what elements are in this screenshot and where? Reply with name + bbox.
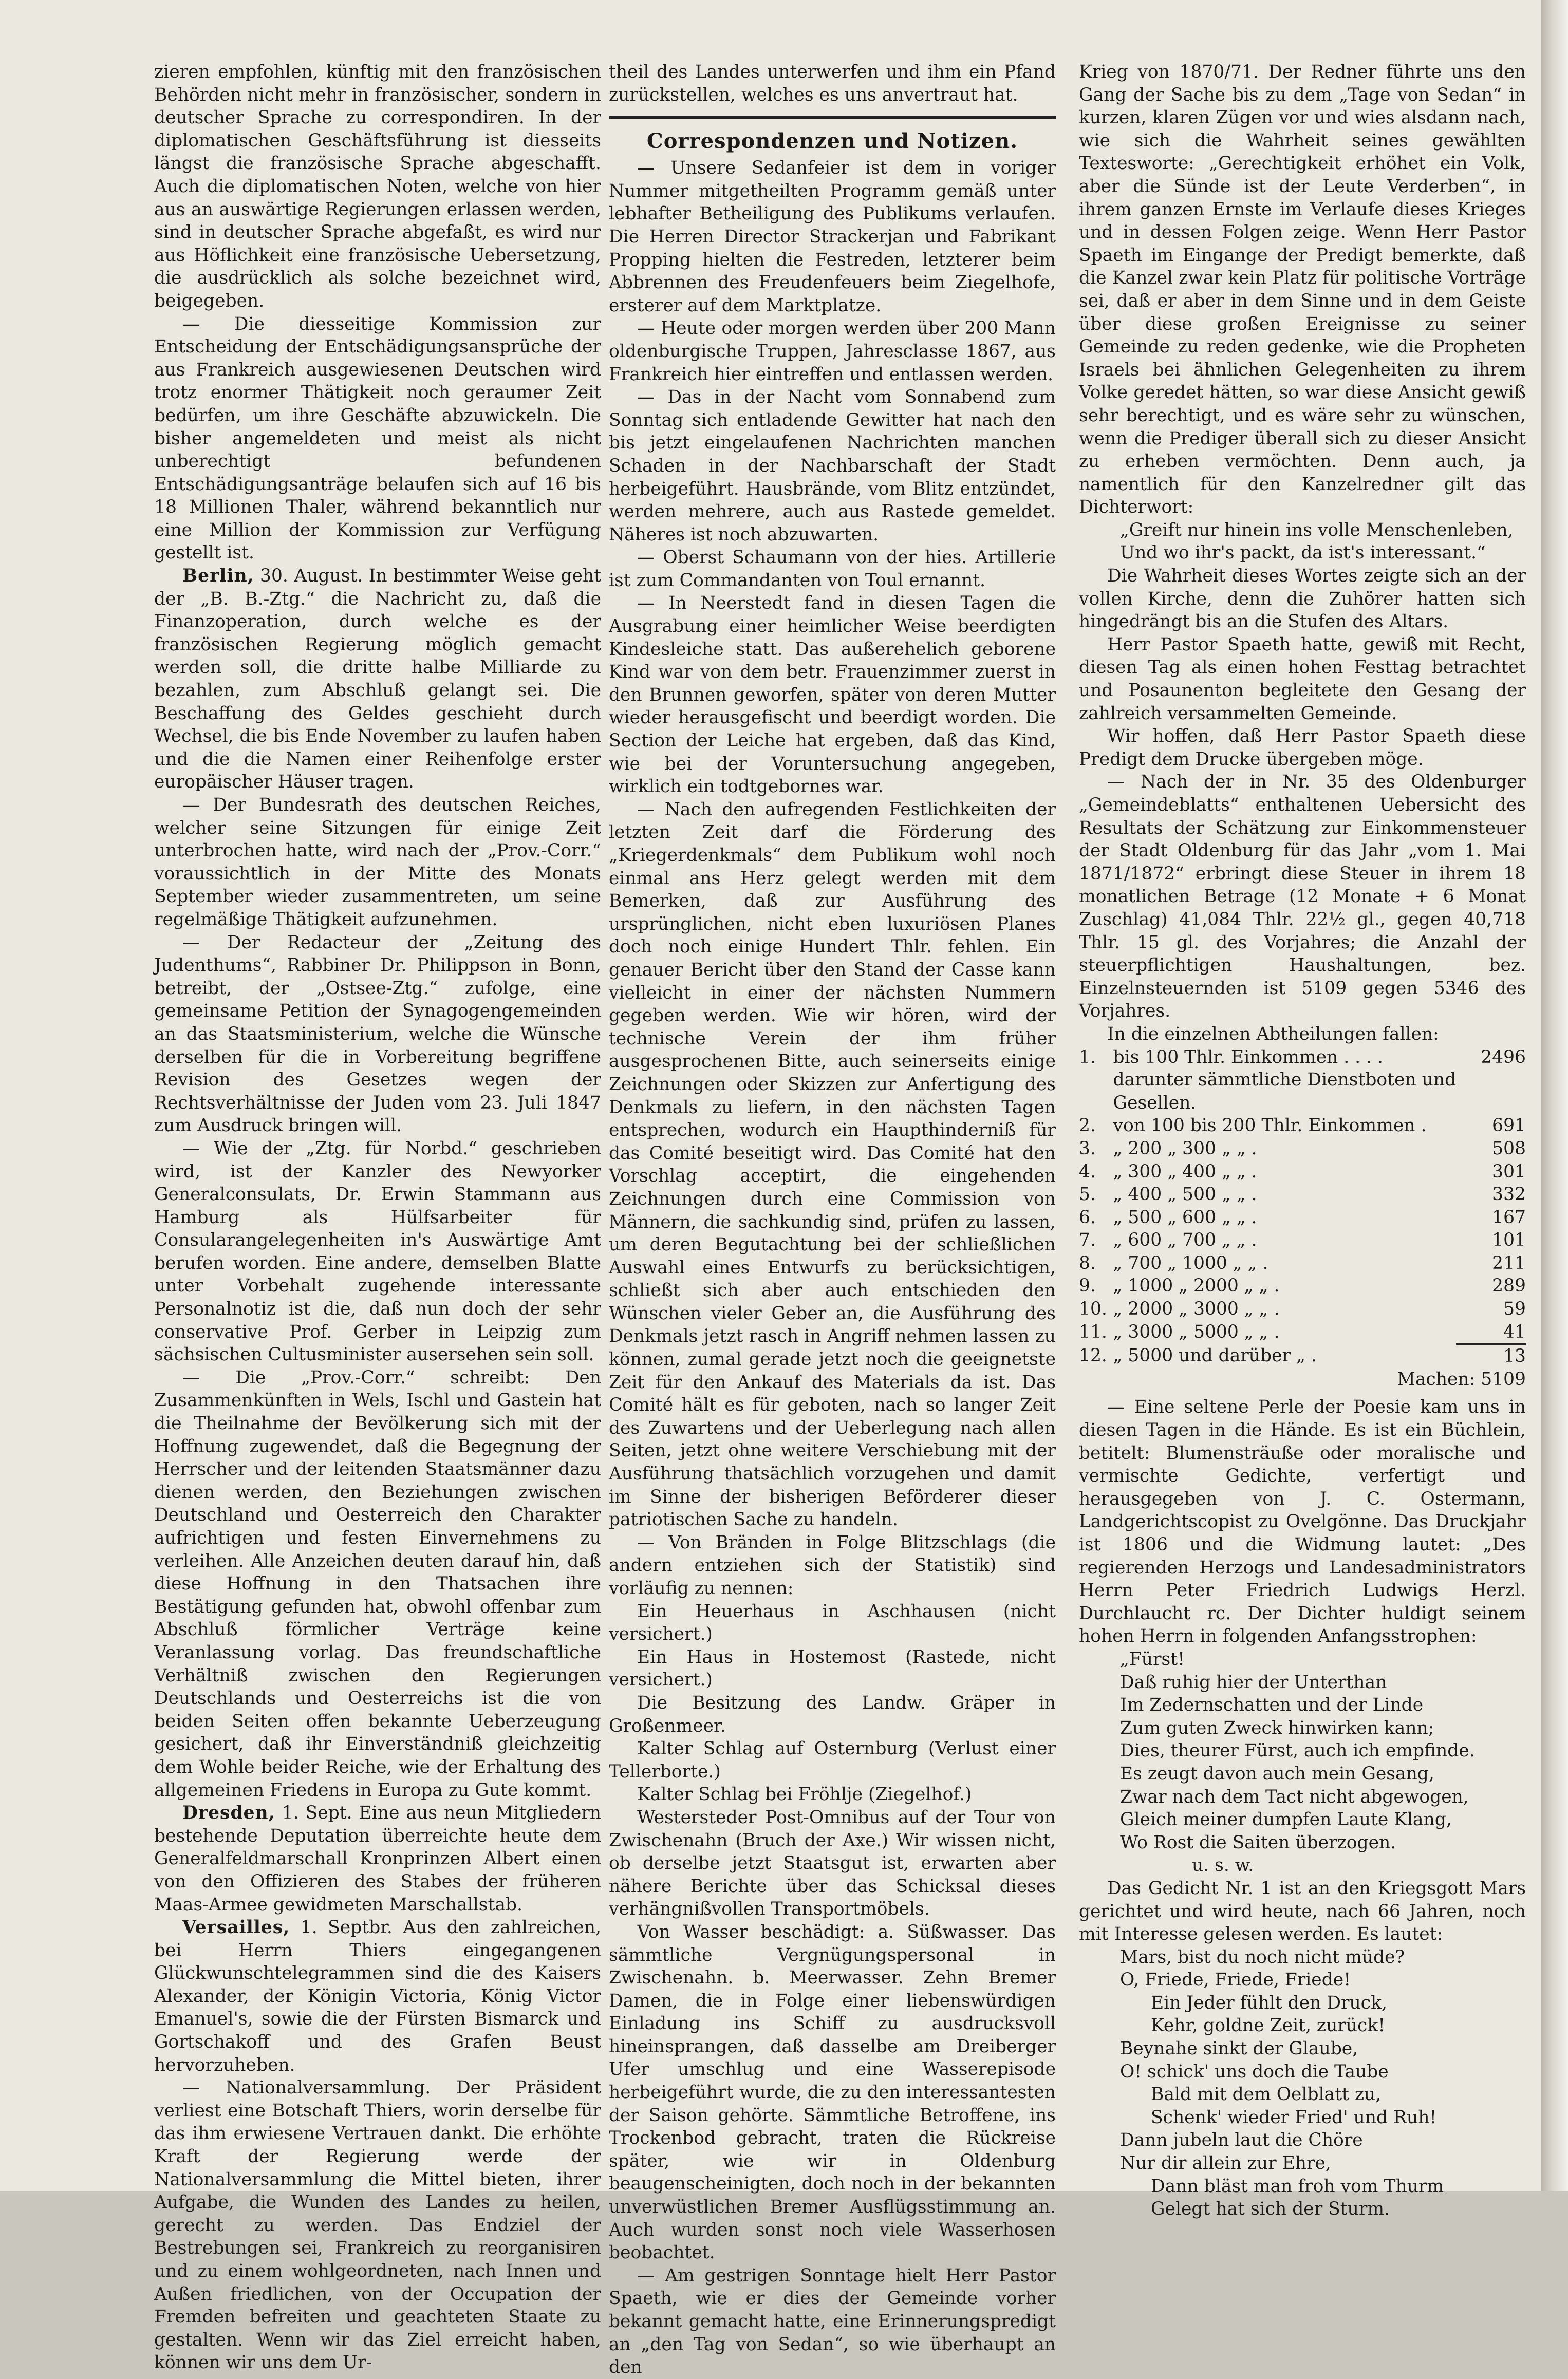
table-cell-n: 6. (1079, 1207, 1096, 1228)
column-3-upper (1079, 61, 1526, 1046)
table-row (1079, 1183, 1526, 1206)
table-cell-v: 332 (1492, 1184, 1526, 1205)
table-cell-n: 1. (1079, 1046, 1096, 1067)
paragraph-text: Kalter Schlag bei Fröhlje (Ziegelhof.) (637, 1784, 972, 1805)
paragraph-text: — Oberst Schaumann von der hies. Artillerie ist zum Commandanten von Toul ernannt. (609, 547, 1056, 591)
table-cell-v: 301 (1492, 1161, 1526, 1182)
paragraph-text: Die Besitzung des Landw. Gräper in Großenmeer. (609, 1692, 1056, 1736)
table-cell-v: 101 (1492, 1230, 1526, 1251)
col2-paragraph (609, 1646, 1056, 1692)
section-rule (609, 116, 1056, 119)
col3b-paragraph (1079, 2152, 1526, 2175)
col3b-paragraph (1079, 1739, 1526, 1763)
column-2-body (609, 157, 1056, 2379)
col3b-paragraph (1079, 1786, 1526, 1809)
paragraph-text: Schenk' wieder Fried' und Ruh! (1151, 2107, 1437, 2128)
table-row (1079, 1229, 1526, 1252)
col2-paragraph (609, 386, 1056, 546)
table-cell-n: 4. (1079, 1161, 1096, 1182)
paragraph-text: Es zeugt davon auch mein Gesang, (1120, 1763, 1434, 1784)
col2-paragraph (609, 317, 1056, 386)
table-cell-v: 691 (1492, 1115, 1526, 1136)
paragraph-text: — Nach den aufregenden Festlichkeiten der letzten Zeit darf die Förderung des „Kriegerdenkmals“ dem Publikum wohl noch einmal ans Herz gelegt werden mit dem Bemerken, daß zur Ausführung des ursprünglichen, nicht eben luxuriösen Planes doch noch einige Hundert Thlr. fehlen. Ein genauer Bericht über den Stand der Casse kann vielleicht in einer der nächsten Nummern gegeben werden. Wie wir hören, wird der technische Verein der ihm früher ausgesprochenen Bitte, auch seinerseits einige Zeichnungen oder Skizzen zur Anfertigung des Denkmals zu liefern, in den nächsten Tagen entsprechen, wodurch ein Haupthinderniß für das Comité beseitigt wird. Das Comité hat den Vorschlag acceptirt, die eingehenden Zeichnungen durch eine Commission von Männern, die sachkundig sind, prüfen zu lassen, um deren Begutachtung bei der schließlichen Auswahl eines Entwurfs zu berücksichtigen, schließt sich aber auch entschieden den Wünschen vieler Geber an, die Ausführung des Denkmals jetzt rasch in Angriff nehmen lassen zu können, zumal gerade jetzt noch die geeignetste Zeit für den Ankauf des Materials da ist. Das Comité hält es für geboten, nach so langer Zeit des Zuwartens und der Ueberlegung nach allen Seiten, jetzt ohne weitere Verschiebung mit der Ausführung thatsächlich vorzugehen und damit im Sinne der bisherigen Beförderer dieser patriotischen Sache zu handeln. (609, 799, 1056, 1530)
table-cell-v: 2496 (1481, 1046, 1526, 1067)
table-cell-v (1456, 1069, 1526, 1092)
column-2-carryover: theil des Landes unterwerfen und ihm ein Pfand zurückstellen, welches es uns anvertraut hat. (609, 62, 1056, 105)
col2-paragraph (609, 546, 1056, 592)
paragraph-text: Westersteder Post-Omnibus auf der Tour von Zwischenahn (Bruch der Axe.) Wir wissen nicht, ob derselbe jetzt Staatsgut ist, erwarten aber nähere Berichte über das Schicksal dieses verhängnißvollen Transportmöbels. (609, 1807, 1056, 1920)
paragraph-text: — Nationalversammlung. Der Präsident verliest eine Botschaft Thiers, worin derselbe für das ihm erwiesene Vertrauen dankt. Die erhöhte Kraft der Regierung werde der Nationalversammlung die Mittel bieten, ihrer Aufgabe, die Wunden des Landes zu heilen, gerecht zu werden. Das Endziel der Bestrebungen sei, Frankreich zu reorganisiren und zu einem wohlgeordneten, nach Innen und Außen friedlichen, von der Occupation der Fremden befreiten und geachteten Staate zu gestalten. Wenn wir das Ziel erreicht haben, können wir uns dem Ur- (154, 2077, 601, 2373)
table-cell-label: „ 3000 „ 5000 „ „ . (1113, 1321, 1280, 1342)
paragraph-text: In die einzelnen Abtheilungen fallen: (1107, 1023, 1439, 1044)
paragraph-text: Das Gedicht Nr. 1 ist an den Kriegsgott Mars gerichtet und wird heute, nach 66 Jahren, noch mit Interesse gelesen werden. Es lautet: (1079, 1878, 1526, 1945)
col3b-paragraph (1079, 1946, 1526, 1969)
dateline: Versailles, (182, 1917, 290, 1938)
paragraph-text: Kalter Schlag auf Osternburg (Verlust einer Tellerborte.) (609, 1738, 1056, 1782)
table-row (1079, 1114, 1526, 1137)
table-row (1079, 1275, 1526, 1298)
col3b-paragraph (1079, 2037, 1526, 2060)
table-cell-n: 2. (1079, 1115, 1096, 1136)
table-cell-label: „ 2000 „ 3000 „ „ . (1113, 1299, 1280, 1320)
paragraph-text: Beynahe sinkt der Glaube, (1120, 2038, 1358, 2059)
col2-paragraph (609, 1600, 1056, 1646)
paragraph-text: Ein Haus in Hostemost (Rastede, nicht versichert.) (609, 1646, 1056, 1691)
table-cell-v: 211 (1492, 1252, 1526, 1273)
col3b-paragraph (1079, 1992, 1526, 2015)
table-row (1079, 1344, 1526, 1368)
table-cell-n (1079, 1069, 1113, 1092)
paragraph-text: Im Zedernschatten und der Linde (1120, 1695, 1424, 1716)
col2-paragraph (609, 2264, 1056, 2379)
paragraph-text: 30. August. In bestimmter Weise geht der „B. B.-Ztg.“ die Nachricht zu, daß die Finanzoperation, durch welche es der französischen Regierung möglich gemacht werden soll, die dritte halbe Milliarde zu bezahlen, zum Abschluß gelangt sei. Die Beschaffung des Geldes geschieht durch Wechsel, die bis Ende November zu laufen haben und die die Namen einer Reihenfolge erster europäischer Häuser tragen. (154, 566, 601, 793)
table-cell-v: 508 (1492, 1138, 1526, 1159)
table-cell-v: 167 (1492, 1207, 1526, 1228)
dateline: Dresden, (182, 1803, 275, 1824)
paragraph-text: — Von Bränden in Folge Blitzschlags (die andern entziehen sich der Statistik) sind vorläufig zu nennen: (609, 1532, 1056, 1599)
table-row (1079, 1321, 1526, 1344)
col1-paragraph (154, 1802, 601, 1916)
paragraph-text: 1. Septbr. Aus den zahlreichen, bei Herrn Thiers eingegangenen Glückwunschtelegrammen sind die des Kaisers Alexander, der Königin Victoria, König Victor Emanuel's, sowie die der Fürsten Bismarck und Gortschakoff und des Grafen Beust hervorzuheben. (154, 1917, 601, 2075)
paragraph-text: Gelegt hat sich der Sturm. (1151, 2199, 1390, 2220)
col2-paragraph (609, 1783, 1056, 1806)
paragraph-text: Zum guten Zweck hinwirken kann; (1120, 1717, 1434, 1738)
col3b-paragraph (1079, 1808, 1526, 1831)
dateline: Berlin, (182, 566, 254, 587)
table-row (1079, 1160, 1526, 1184)
table-row (1079, 1137, 1526, 1160)
table-cell-n (1079, 1092, 1113, 1115)
section-heading: Correspondenzen und Notizen. (646, 129, 1018, 154)
paragraph-text: Ein Jeder fühlt den Druck, (1151, 1992, 1387, 2013)
col3b-paragraph (1079, 1877, 1526, 1946)
table-cell-label: darunter sämmtliche Dienstboten und (1113, 1070, 1457, 1091)
column-3 (1079, 61, 1526, 2221)
paragraph-text: Wir hoffen, daß Herr Pastor Spaeth diese Predigt dem Drucke übergeben möge. (1079, 726, 1526, 770)
table-cell-label: bis 100 Thlr. Einkommen . . . . (1113, 1046, 1383, 1067)
col3a-paragraph (1079, 61, 1526, 519)
col3a-paragraph (1079, 565, 1526, 633)
table-cell-v: 41 (1503, 1321, 1526, 1342)
col3b-paragraph (1079, 2129, 1526, 2152)
table-row (1079, 1252, 1526, 1275)
col3b-paragraph (1079, 2083, 1526, 2106)
paragraph-text: — Das in der Nacht vom Sonnabend zum Sonntag sich entladende Gewitter hat nach den bis jetzt eingelaufenen Nachrichten manchen Schaden in der Nachbarschaft der Stadt herbeigeführt. Hausbrände, vom Blitz entzündet, werden mehrere, auch aus Rastede gemeldet. Näheres ist noch abzuwarten. (609, 387, 1056, 545)
table-cell-n: 5. (1079, 1184, 1096, 1205)
col2-paragraph (609, 592, 1056, 798)
table-cell-v: 13 (1456, 1344, 1526, 1368)
paragraph-text: Zwar nach dem Tact nicht abgewogen, (1120, 1786, 1469, 1807)
table-row (1079, 1092, 1526, 1115)
table-cell-v: 289 (1492, 1276, 1526, 1297)
col3b-paragraph (1079, 1648, 1526, 1671)
paragraph-text: Die Wahrheit dieses Wortes zeigte sich an der vollen Kirche, denn die Zuhörer hatten sich hingedrängt bis an die Stufen des Altars. (1079, 566, 1526, 632)
col3b-paragraph (1079, 1854, 1526, 1877)
paragraph-text: Herr Pastor Spaeth hatte, gewiß mit Recht, diesen Tag als einen hohen Festtag betrachtet und Posaunenton begleitete den Gesang der zahlreich versammelten Gemeinde. (1079, 634, 1526, 724)
table-row (1079, 1046, 1526, 1069)
col1-paragraph (154, 313, 601, 565)
col3b-paragraph (1079, 2060, 1526, 2084)
paragraph-text: O! schick' uns doch die Taube (1120, 2061, 1389, 2082)
income-table (1079, 1046, 1526, 1368)
col1-paragraph (154, 61, 601, 313)
table-cell-n: 7. (1079, 1230, 1096, 1251)
paragraph-text: — Wie der „Ztg. für Norbd.“ geschrieben wird, ist der Kanzler des Newyorker Generalconsulats, Dr. Erwin Stammann aus Hamburg als Hülfsarbeiter für Consularangelegenheiten in's Auswärtige Amt berufen worden. Eine andere, demselben Blatte unter Vorbehalt zugehende interessante Personalnotiz ist die, daß nun doch der sehr conservative Prof. Gerber in Leipzig zum sächsischen Cultusminister ausersehen sein soll. (154, 1138, 601, 1365)
table-cell-label: „ 400 „ 500 „ „ . (1113, 1184, 1257, 1205)
col3b-paragraph (1079, 1969, 1526, 1992)
paragraph-text: u. s. w. (1192, 1855, 1254, 1876)
table-cell-n: 10. (1079, 1299, 1107, 1320)
table-cell-label: „ 5000 und darüber „ . (1113, 1345, 1317, 1366)
col1-paragraph (154, 1366, 601, 1802)
col1-paragraph (154, 565, 601, 794)
col3b-paragraph (1079, 1831, 1526, 1855)
paragraph-text: O, Friede, Friede, Friede! (1120, 1970, 1351, 1991)
paragraph-text: Kehr, goldne Zeit, zurück! (1151, 2015, 1386, 2036)
paragraph-text: „Fürst! (1120, 1649, 1185, 1670)
col3a-paragraph (1079, 771, 1526, 1023)
table-cell-v (1456, 1092, 1526, 1115)
table-cell-n: 3. (1079, 1138, 1096, 1159)
paragraph-text: — Der Redacteur der „Zeitung des Judenthums“, Rabbiner Dr. Philippson in Bonn, betreibt, der „Ostsee-Ztg.“ zufolge, eine gemeinsame Petition der Synagogengemeinden an das Staatsministerium, welche die Wünsche derselben für die in Vorbereitung begriffene Revision des Gesetzes wegen der Rechtsverhältnisse der Juden vom 23. Juli 1847 zum Ausdruck bringen will. (154, 932, 601, 1136)
paragraph-text: — Heute oder morgen werden über 200 Mann oldenburgische Truppen, Jahresclasse 1867, aus Frankreich hier eintreffen und entlassen werden. (609, 318, 1056, 385)
paragraph-text: — Am gestrigen Sonntage hielt Herr Pastor Spaeth, wie er dies der Gemeinde vorher bekannt gemacht hatte, eine Erinnerungspredigt an „den Tag von Sedan“, so wie überhaupt an den (609, 2265, 1056, 2378)
col3b-paragraph (1079, 2198, 1526, 2221)
col3b-paragraph (1079, 2175, 1526, 2198)
paragraph-text: Gleich meiner dumpfen Laute Klang, (1120, 1809, 1452, 1830)
col2-paragraph (609, 1921, 1056, 2264)
paragraph-text: Mars, bist du noch nicht müde? (1120, 1946, 1405, 1968)
col3a-paragraph (1079, 541, 1526, 565)
col3a-paragraph (1079, 725, 1526, 771)
col3b-paragraph (1079, 2014, 1526, 2037)
col3b-paragraph (1079, 2106, 1526, 2129)
col3a-paragraph (1079, 519, 1526, 542)
paragraph-text: — Die „Prov.-Corr.“ schreibt: Den Zusammenkünften in Wels, Ischl und Gastein hat die Theilnahme der Bevölkerung sich mit der Hoffnung zugewendet, daß die Begegnung der Herrscher und der leitenden Staatsmänner dazu dienen werden, den Beziehungen zwischen Deutschland und Oesterreich den Charakter aufrichtigen und festen Einvernehmens zu verleihen. Alle Anzeichen deuten darauf hin, daß diese Hoffnung in den Thatsachen ihre Bestätigung gefunden hat, obwohl offenbar zum Abschluß förmlicher Verträge keine Veranlassung vorlag. Das freundschaftliche Verhältniß zwischen den Regierungen Deutschlands und Oesterreichs ist die von beiden Seiten offen bekannte Ueberzeugung gesichert, daß ihr Einverständniß gleichzeitig dem Wohle beider Reiche, wie der Erhaltung des allgemeinen Friedens in Europa zu Gute kommt. (154, 1367, 601, 1801)
table-cell-n: 8. (1079, 1252, 1096, 1273)
table-row (1079, 1206, 1526, 1229)
col2-paragraph (609, 157, 1056, 317)
paragraph-text: Daß ruhig hier der Unterthan (1120, 1672, 1387, 1693)
col3a-paragraph (1079, 1023, 1526, 1046)
paragraph-text: — Unsere Sedanfeier ist dem in voriger Nummer mitgetheilten Programm gemäß unter lebhafter Betheiligung des Publikums verlaufen. Die Herren Director Strackerjan und Fabrikant Propping hielten die Festreden, letzterer beim Abbrennen des Freudenfeuers beim Ziegelhofe, ersterer auf dem Marktplatze. (609, 158, 1056, 316)
col3b-paragraph (1079, 1671, 1526, 1694)
paragraph-text: Dann bläst man froh vom Thurm (1151, 2176, 1444, 2197)
column-2 (609, 61, 1056, 2379)
paragraph-text: — Der Bundesrath des deutschen Reiches, welcher seine Sitzungen für einige Zeit unterbrochen hatte, wird nach der „Prov.-Corr.“ voraussichtlich in der Mitte des Monats September wieder zusammentreten, um seine regelmäßige Thätigkeit aufzunehmen. (154, 795, 601, 930)
page-edge (1541, 0, 1568, 2191)
table-cell-label: von 100 bis 200 Thlr. Einkommen . (1113, 1115, 1427, 1136)
paragraph-text: — In Neerstedt fand in diesen Tagen die Ausgrabung einer heimlicher Weise beerdigten Kindesleiche statt. Das außerehelich geborene Kind war von dem betr. Frauenzimmer zuerst in den Brunnen geworfen, später von deren Mutter wieder herausgefischt und beerdigt worden. Die Section der Leiche hat ergeben, daß das Kind, wie bei der Voruntersuchung angegeben, wirklich ein todtgebornes war. (609, 593, 1056, 797)
paragraph-text: Von Wasser beschädigt: a. Süßwasser. Das sämmtliche Vergnügungspersonal in Zwischenahn. b. Meerwasser. Zehn Bremer Damen, die in Folge einer liebenswürdigen Einladung ins Schiff zu ausdrucksvoll hineinsprangen, daß dasselbe am Dreiberger Ufer umschlug und eine Wasserepisode herbeigeführt wurde, die zu den interessantesten der Saison gehörte. Sämmtliche Betroffene, ins Trockenbod gebracht, traten die Rückreise später, wie wir in Oldenburg beaugenscheinigten, doch noch in der bekannten unverwüstlichen Bremer Ausflügsstimmung an. Auch wurden sonst noch viele Wasserhosen beobachtet. (609, 1921, 1056, 2263)
paragraph-text: Ein Heuerhaus in Aschhausen (nicht versichert.) (609, 1601, 1056, 1645)
paragraph-text: — Eine seltene Perle der Poesie kam uns in diesen Tagen in die Hände. Es ist ein Büchlein, betitelt: Blumensträuße oder moralische und vermischte Gedichte, verfertigt und herausgegeben von J. C. Ostermann, Landgerichtscopist zu Ovelgönne. Das Druckjahr ist 1806 und die Widmung lautet: „Des regierenden Herzogs und Landesadministrators Herrn Peter Friedrich Ludwigs Herzl. Durchlaucht rc. Der Dichter huldigt seinem hohen Herrn in folgenden Anfangsstrophen: (1079, 1397, 1526, 1647)
table-cell-label: „ 600 „ 700 „ „ . (1113, 1230, 1257, 1251)
paragraph-text: Bald mit dem Oelblatt zu, (1151, 2084, 1382, 2105)
table-cell-label: „ 300 „ 400 „ „ . (1113, 1161, 1257, 1182)
col2-paragraph (609, 1737, 1056, 1783)
col1-paragraph (154, 794, 601, 931)
table-row (1079, 1069, 1526, 1092)
col3b-paragraph (1079, 1396, 1526, 1648)
table-cell-label: „ 700 „ 1000 „ „ . (1113, 1252, 1268, 1273)
col2-paragraph (609, 1531, 1056, 1600)
paragraph-text: Nur dir allein zur Ehre, (1120, 2153, 1331, 2174)
col1-paragraph (154, 1916, 601, 2076)
table-cell-label: „ 1000 „ 2000 „ „ . (1113, 1276, 1280, 1297)
table-cell-v: 59 (1503, 1299, 1526, 1320)
col2-paragraph (609, 798, 1056, 1531)
paragraph-text: Wo Rost die Saiten überzogen. (1120, 1832, 1396, 1853)
col3b-paragraph (1079, 1717, 1526, 1740)
col1-paragraph (154, 931, 601, 1137)
paragraph-text: zieren empfohlen, künftig mit den französischen Behörden nicht mehr in französischer, sondern in deutscher Sprache zu correspondiren. In der diplomatischen Geschäftsführung ist diesseits längst die französische Sprache abgeschafft. Auch die diplomatischen Noten, welche von hier aus an auswärtige Regierungen erlassen werden, sind in deutscher Sprache abgefaßt, es wird nur aus Höflichkeit eine französische Uebersetzung, die ausdrücklich als solche bezeichnet wird, beigegeben. (154, 62, 601, 311)
col1-paragraph (154, 1137, 601, 1366)
table-cell-label: „ 200 „ 300 „ „ . (1113, 1138, 1257, 1159)
col2-paragraph (609, 1692, 1056, 1737)
paragraph-text: 1. Sept. Eine aus neun Mitgliedern bestehende Deputation überreichte heute dem Generalfeldmarschall Kronprinzen Albert einen von den Offizieren des Stabes der früheren Maas-Armee gewidmeten Marschallstab. (154, 1803, 601, 1915)
table-row (1079, 1298, 1526, 1321)
table-cell-label: „ 500 „ 600 „ „ . (1113, 1207, 1257, 1228)
paragraph-text: „Greift nur hinein ins volle Menschenleben, (1120, 519, 1514, 540)
table-cell-n: 12. (1079, 1345, 1107, 1366)
col1-paragraph (154, 2076, 601, 2374)
paragraph-text: Dann jubeln laut die Chöre (1120, 2130, 1363, 2151)
col2-paragraph (609, 1806, 1056, 1921)
col3a-paragraph (1079, 633, 1526, 725)
col3b-paragraph (1079, 1694, 1526, 1717)
income-total: Machen: 5109 (1397, 1369, 1526, 1390)
paragraph-text: Dies, theurer Fürst, auch ich empfinde. (1120, 1740, 1475, 1762)
paragraph-text: Krieg von 1870/71. Der Redner führte uns den Gang der Sache bis zu dem „Tage von Sedan“ in kurzen, klaren Zügen vor und wies alsdann nach, wie sich die Wahrheit seines gewählten Textesworte: „Gerechtigkeit erhöhet ein Volk, aber die Sünde ist der Leute Verderben“, in ihrem ganzen Ernste im Verlaufe dieses Krieges und in dessen Folgen zeige. Wenn Herr Pastor Spaeth im Eingange der Predigt bemerkte, daß die Kanzel zwar kein Platz für politische Vorträge sei, daß er aber in dem Sinne und in dem Geiste über diese großen Ereignisse zu seiner Gemeinde zu reden gedenke, wie die Propheten Israels bei ähnlichen Gelegenheiten zu ihrem Volke geredet hätten, so war diese Ansicht gewiß sehr berechtigt, und es wäre sehr zu wünschen, wenn die Prediger überall sich zu dieser Ansicht zu erheben vermöchten. Denn auch, ja namentlich für den Kanzelredner gilt das Dichterwort: (1079, 62, 1526, 518)
paragraph-text: — Die diesseitige Kommission zur Entscheidung der Entschädigungsansprüche der aus Frankreich ausgewiesenen Deutschen wird trotz enormer Thätigkeit noch geraumer Zeit bedürfen, um ihre Geschäfte abzuwickeln. Die bisher angemeldeten und meist als nicht unberechtigt befundenen Entschädigungsanträge belaufen sich auf 16 bis 18 Millionen Thaler, während bekanntlich nur eine Million der Kommission zur Verfügung gestellt ist. (154, 313, 601, 564)
paragraph-text: — Nach der in Nr. 35 des Oldenburger „Gemeindeblatts“ enthaltenen Uebersicht des Resultats der Schätzung zur Einkommensteuer der Stadt Oldenburg für das Jahr „vom 1. Mai 1871/1872“ erbringt diese Steuer in ihrem 18 monatlichen Betrage (12 Monate + 6 Monat Zuschlag) 41,084 Thlr. 22½ gl., gegen 40,718 Thlr. 15 gl. des Vorjahres; die Anzahl der steuerpflichtigen Haushaltungen, bez. Einzelnsteuernden ist 5109 gegen 5346 des Vorjahres. (1079, 772, 1526, 1022)
table-cell-n: 9. (1079, 1276, 1096, 1297)
col3b-paragraph (1079, 1763, 1526, 1786)
table-cell-label: Gesellen. (1113, 1092, 1197, 1113)
table-cell-n: 11. (1079, 1321, 1107, 1342)
column-3-lower (1079, 1396, 1526, 2220)
column-1 (154, 61, 601, 2374)
paragraph-text: Und wo ihr's packt, da ist's interessant.“ (1120, 542, 1486, 564)
